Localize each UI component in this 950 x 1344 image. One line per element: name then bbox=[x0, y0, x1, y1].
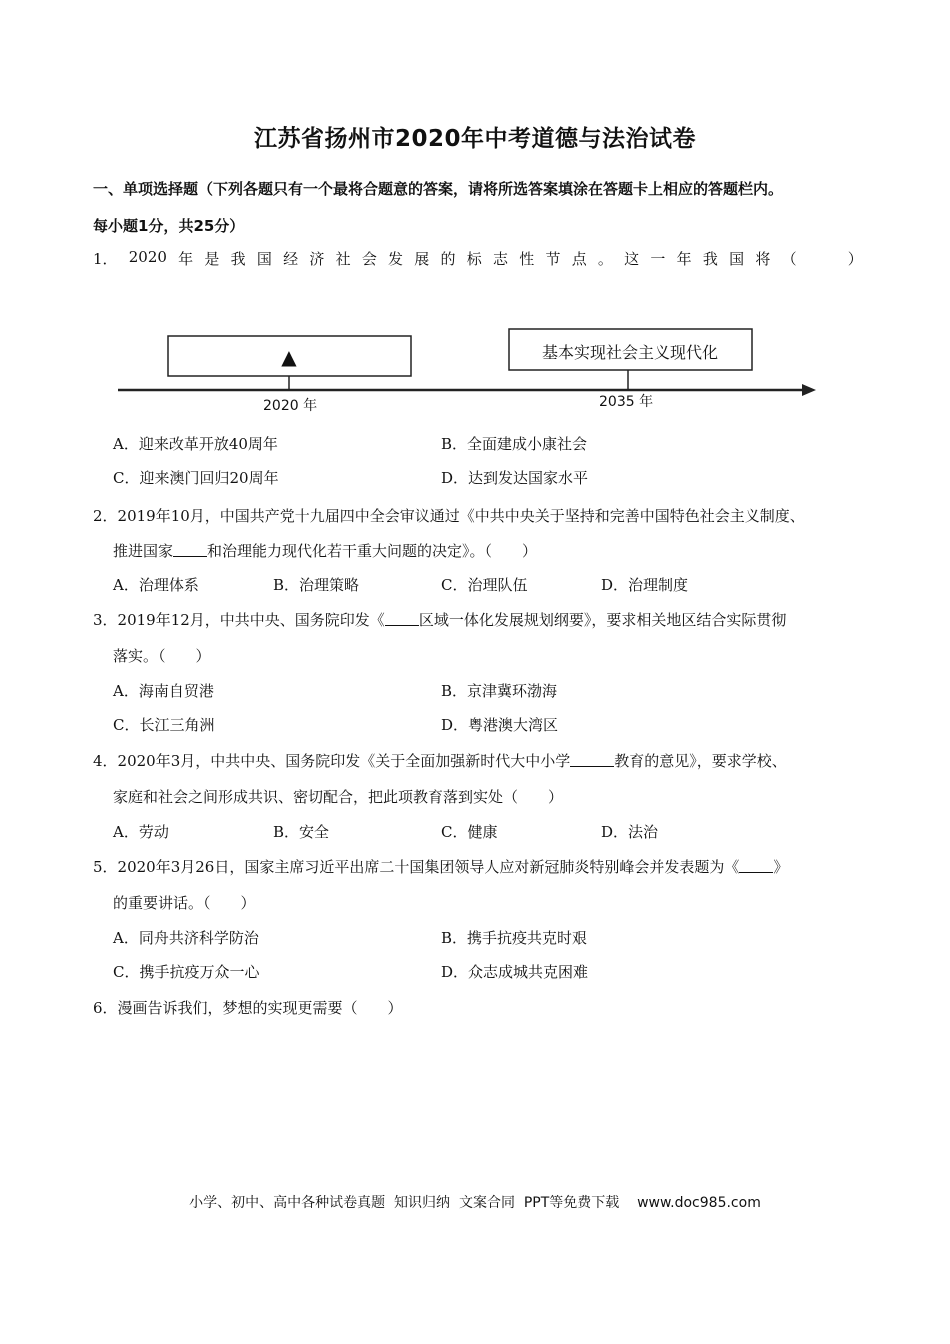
question-3-line2: 落实。（ ） bbox=[113, 647, 211, 665]
question-2-line2: 推进国家 和治理能力现代化若干重大问题的决定》。（ ） bbox=[113, 542, 538, 560]
q4-option-b: B．安全 bbox=[273, 823, 330, 841]
q1-option-d: D．达到发达国家水平 bbox=[441, 469, 589, 487]
q3-option-a: A．海南自贸港 bbox=[113, 682, 214, 700]
q1-option-c: C．迎来澳门回归20周年 bbox=[113, 469, 279, 487]
question-5-line1: 5．2020年3月26日，国家主席习近平出席二十国集团领导人应对新冠肺炎特别峰会并发表题为《 》 bbox=[93, 858, 789, 876]
question-number: 3． bbox=[93, 611, 118, 629]
q2-option-a: A．治理体系 bbox=[113, 576, 199, 594]
question-number: 4． bbox=[93, 752, 118, 770]
answer-blank bbox=[739, 858, 773, 873]
section-heading-line1: 一、单项选择题（下列各题只有一个最将合题意的答案，请将所选答案填涂在答题卡上相应的答题栏内。 bbox=[93, 180, 784, 198]
timeline-label-2035: 2035 年 bbox=[599, 394, 654, 410]
timeline-figure bbox=[118, 322, 828, 414]
q5-option-b: B．携手抗疫共克时艰 bbox=[441, 929, 588, 947]
q3-option-c: C．长江三角洲 bbox=[113, 716, 215, 734]
q1-option-a: A．迎来改革开放40周年 bbox=[113, 435, 278, 453]
question-4-line1: 4．2020年3月，中共中央、国务院印发《关于全面加强新时代大中小学 教育的意见》，要求学校、 bbox=[93, 752, 787, 770]
question-2-line1: 2．2019年10月，中国共产党十九届四中全会审议通过《中共中央关于坚持和完善中国特色社会主义制度、 bbox=[93, 507, 805, 525]
q4-option-d: D．法治 bbox=[601, 823, 659, 841]
answer-blank bbox=[173, 542, 207, 557]
q4-option-c: C．健康 bbox=[441, 823, 498, 841]
question-3-line1: 3．2019年12月，中共中央、国务院印发《 区域一体化发展规划纲要》，要求相关地区结合实际贯彻 bbox=[93, 611, 787, 629]
exam-title: 江苏省扬州市2020年中考道德与法治试卷 bbox=[253, 126, 696, 152]
question-4-line2: 家庭和社会之间形成共识、密切配合，把此项教育落到实处（ ） bbox=[113, 788, 564, 806]
q2-option-d: D．治理制度 bbox=[601, 576, 689, 594]
question-1-stem: 1． 2020 年 是 我 国 经 济 社 会 发 展 的 标 志 性 节 点 。 这 一 年 我 国 将 （ ） bbox=[93, 248, 863, 268]
q5-option-c: C．携手抗疫万众一心 bbox=[113, 963, 260, 981]
timeline-label-2020: 2020 年 bbox=[263, 398, 318, 414]
question-6-line1: 6．漫画告诉我们，梦想的实现更需要（ ） bbox=[93, 999, 403, 1017]
q4-option-a: A．劳动 bbox=[113, 823, 169, 841]
q3-option-d: D．粤港澳大湾区 bbox=[441, 716, 559, 734]
page-footer: 小学、初中、高中各种试卷真题 知识归纳 文案合同 PPT等免费下载 www.doc985.com bbox=[189, 1195, 761, 1211]
question-5-line2: 的重要讲话。（ ） bbox=[113, 894, 256, 912]
question-number: 2． bbox=[93, 507, 118, 525]
timeline-marker-triangle: ▲ bbox=[281, 345, 297, 369]
section-heading-line2: 每小题1分，共25分） bbox=[93, 217, 245, 235]
q5-option-d: D．众志成城共克困难 bbox=[441, 963, 589, 981]
q5-option-a: A．同舟共济科学防治 bbox=[113, 929, 259, 947]
question-number: 6． bbox=[93, 999, 118, 1017]
answer-blank bbox=[570, 752, 614, 767]
q2-option-b: B．治理策略 bbox=[273, 576, 360, 594]
q3-option-b: B．京津冀环渤海 bbox=[441, 682, 558, 700]
timeline-arrow-head bbox=[802, 384, 816, 396]
timeline-box-2035-text: 基本实现社会主义现代化 bbox=[541, 343, 719, 362]
answer-blank bbox=[385, 611, 419, 626]
q1-option-b: B．全面建成小康社会 bbox=[441, 435, 588, 453]
question-number: 5． bbox=[93, 858, 118, 876]
question-number: 1． bbox=[93, 250, 118, 268]
q2-option-c: C．治理队伍 bbox=[441, 576, 528, 594]
